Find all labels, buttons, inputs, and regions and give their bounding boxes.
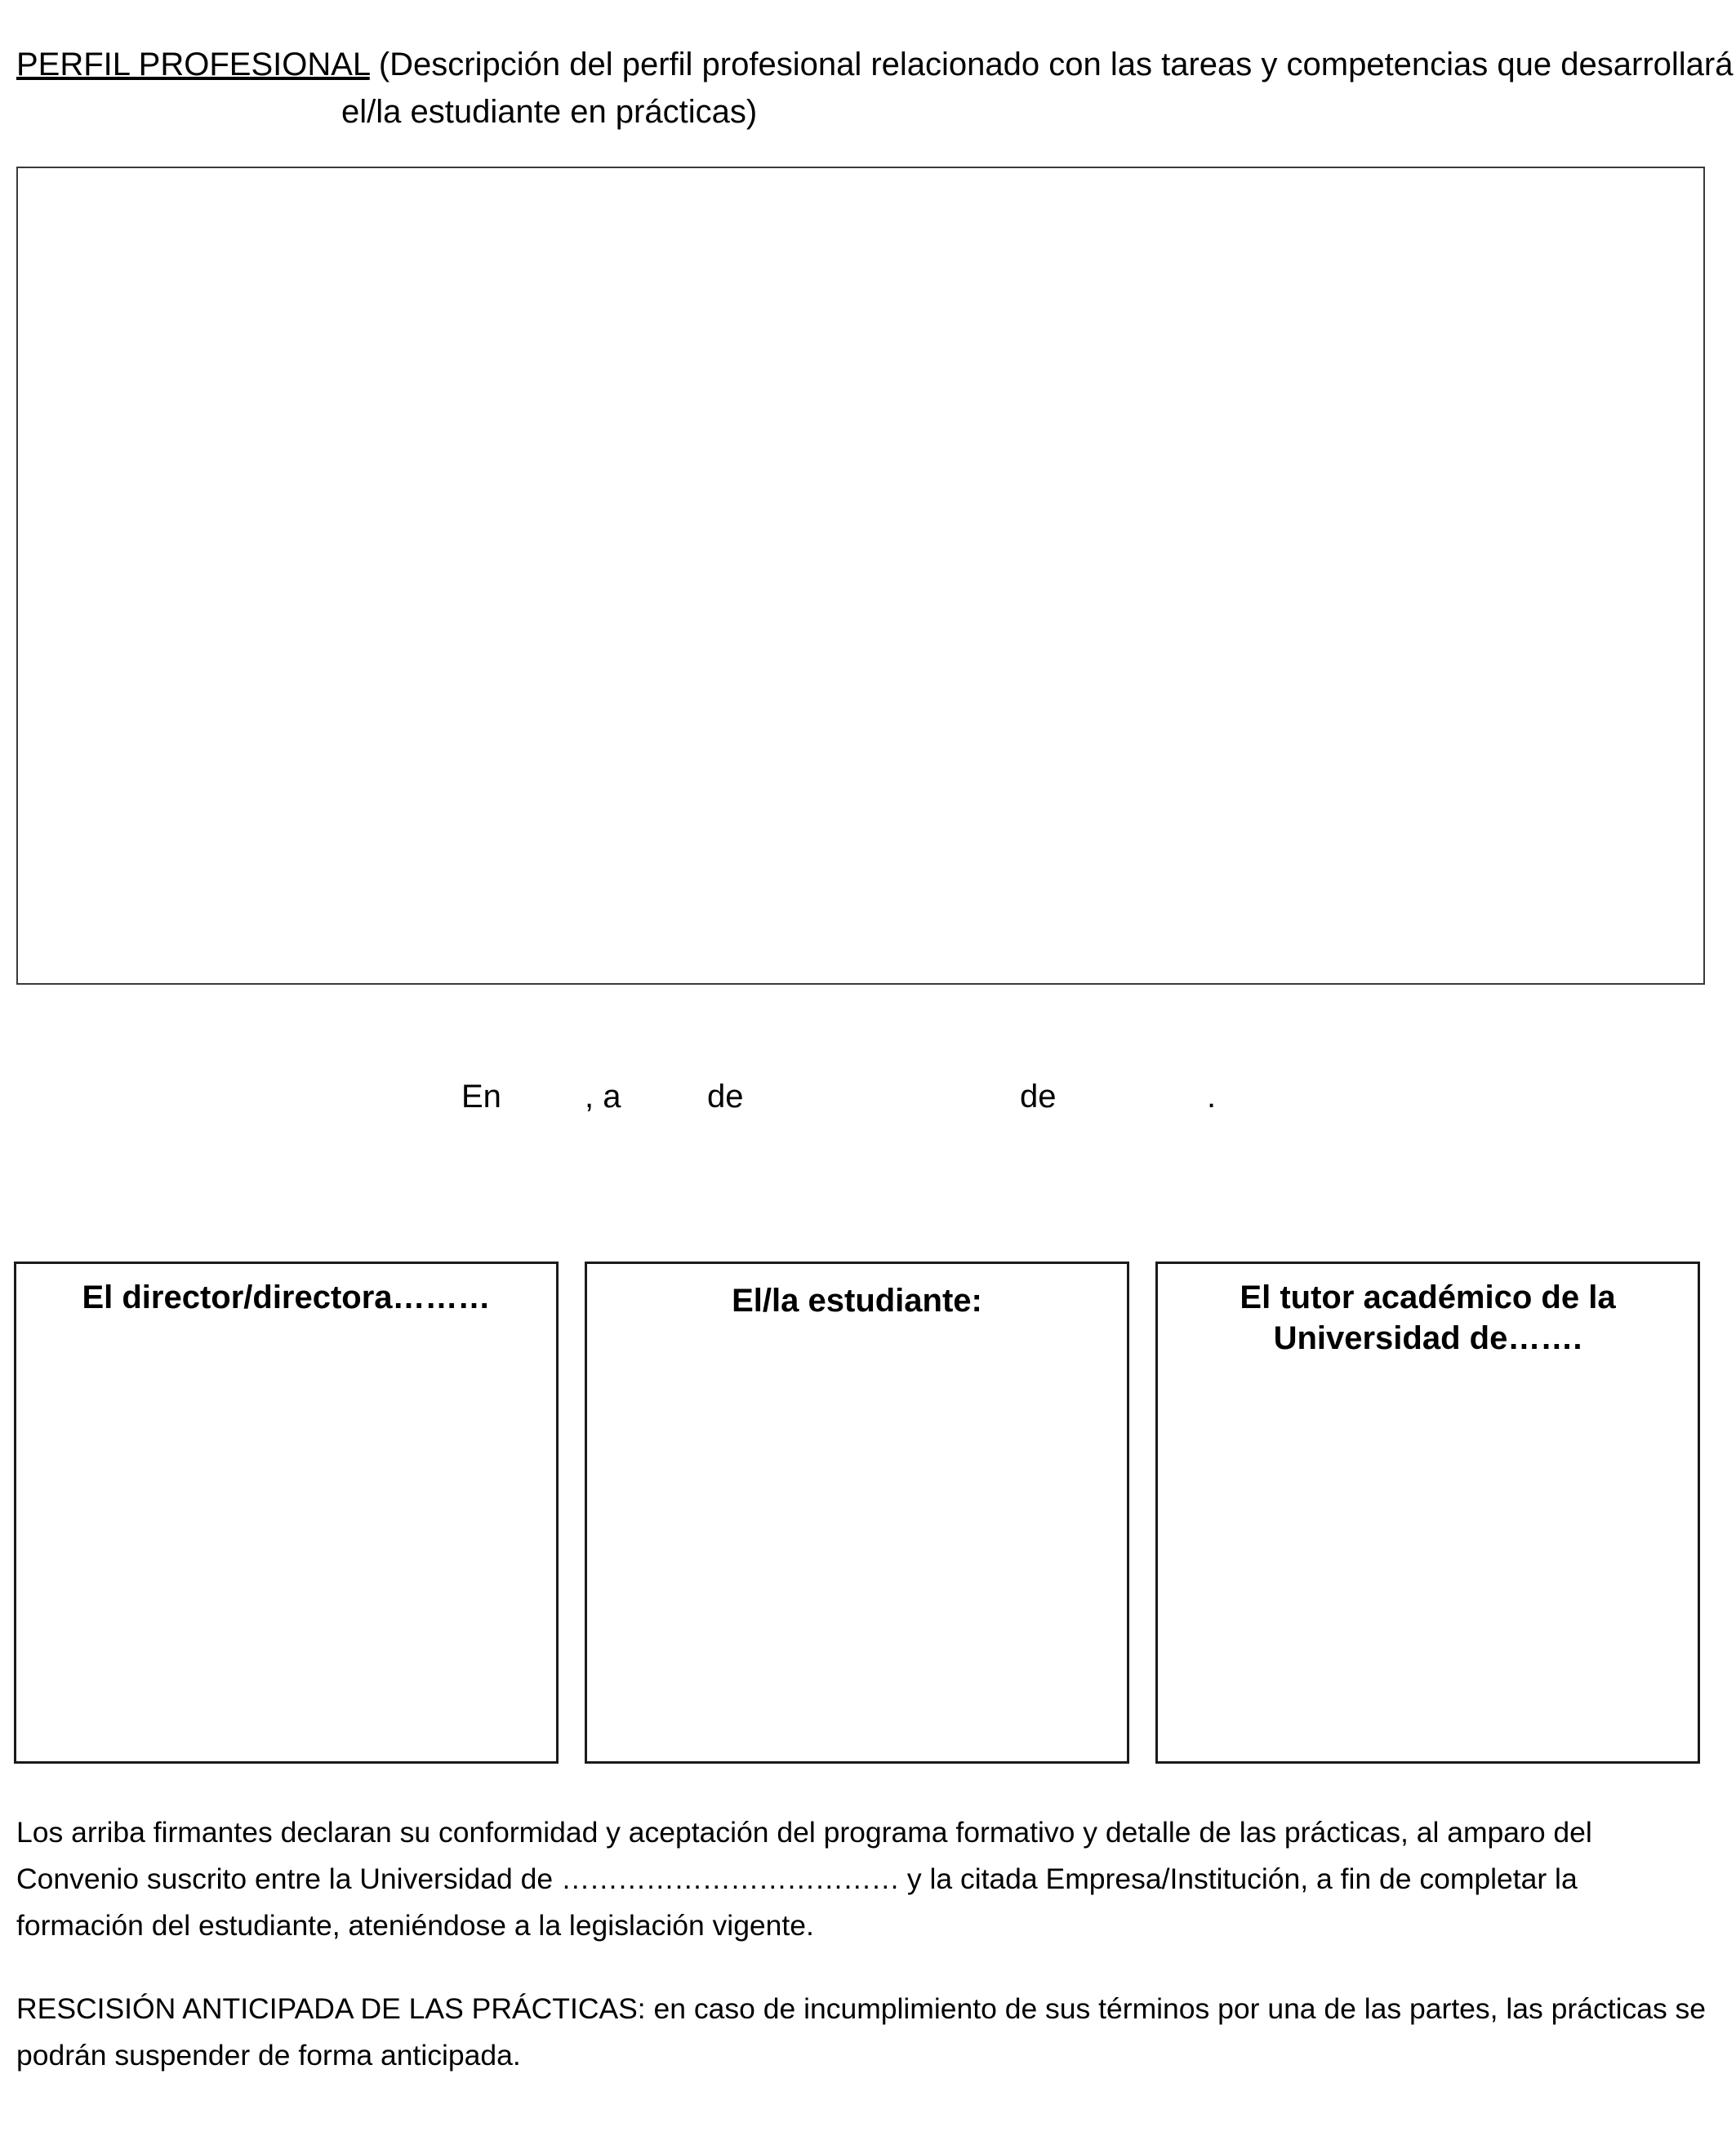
profile-title: PERFIL PROFESIONAL: [16, 47, 370, 82]
signature-box-academic-tutor[interactable]: [1155, 1262, 1700, 1764]
agreement-text-start: Los arriba firmantes declaran su conformidad y aceptación del programa formativo y detalle de las prácticas, al amparo del Convenio suscrito entre la Universidad de: [16, 1816, 1592, 1895]
signature-title-student: El/la estudiante:: [732, 1283, 982, 1319]
date-label-de-day: de: [707, 1079, 744, 1115]
signature-box-director[interactable]: [14, 1262, 559, 1764]
date-label-a: , a: [585, 1079, 621, 1115]
profile-description-continued: el/la estudiante en prácticas): [341, 94, 758, 130]
profile-heading: [16, 41, 1734, 136]
date-label-en: En: [461, 1079, 501, 1115]
date-label-de-month: de: [1020, 1079, 1057, 1115]
agreement-paragraph: [16, 1809, 1707, 1949]
agreement-text-end: y la citada Empresa/Institución, a fin de completar la formación del estudiante, ateniéndose a la legislación vigente.: [16, 1862, 1578, 1942]
rescision-paragraph: RESCISIÓN ANTICIPADA DE LAS PRÁCTICAS: en caso de incumplimiento de sus términos por una de las partes, las prácticas se podrán suspender de forma anticipada.: [16, 1992, 1707, 2072]
date-period: .: [1207, 1079, 1217, 1115]
signature-title-director: El director/directora………: [82, 1279, 491, 1315]
signature-title-tutor-line1: El tutor académico de la: [1240, 1279, 1616, 1315]
signature-box-student[interactable]: [585, 1262, 1129, 1764]
agreement-university-blank: ………………………………: [560, 1862, 899, 1895]
signature-title-tutor-line2: Universidad de…….: [1273, 1320, 1582, 1356]
profile-description-box[interactable]: [16, 167, 1705, 985]
profile-description: (Descripción del perfil profesional relacionado con las tareas y competencias que desarrollará: [378, 47, 1734, 82]
